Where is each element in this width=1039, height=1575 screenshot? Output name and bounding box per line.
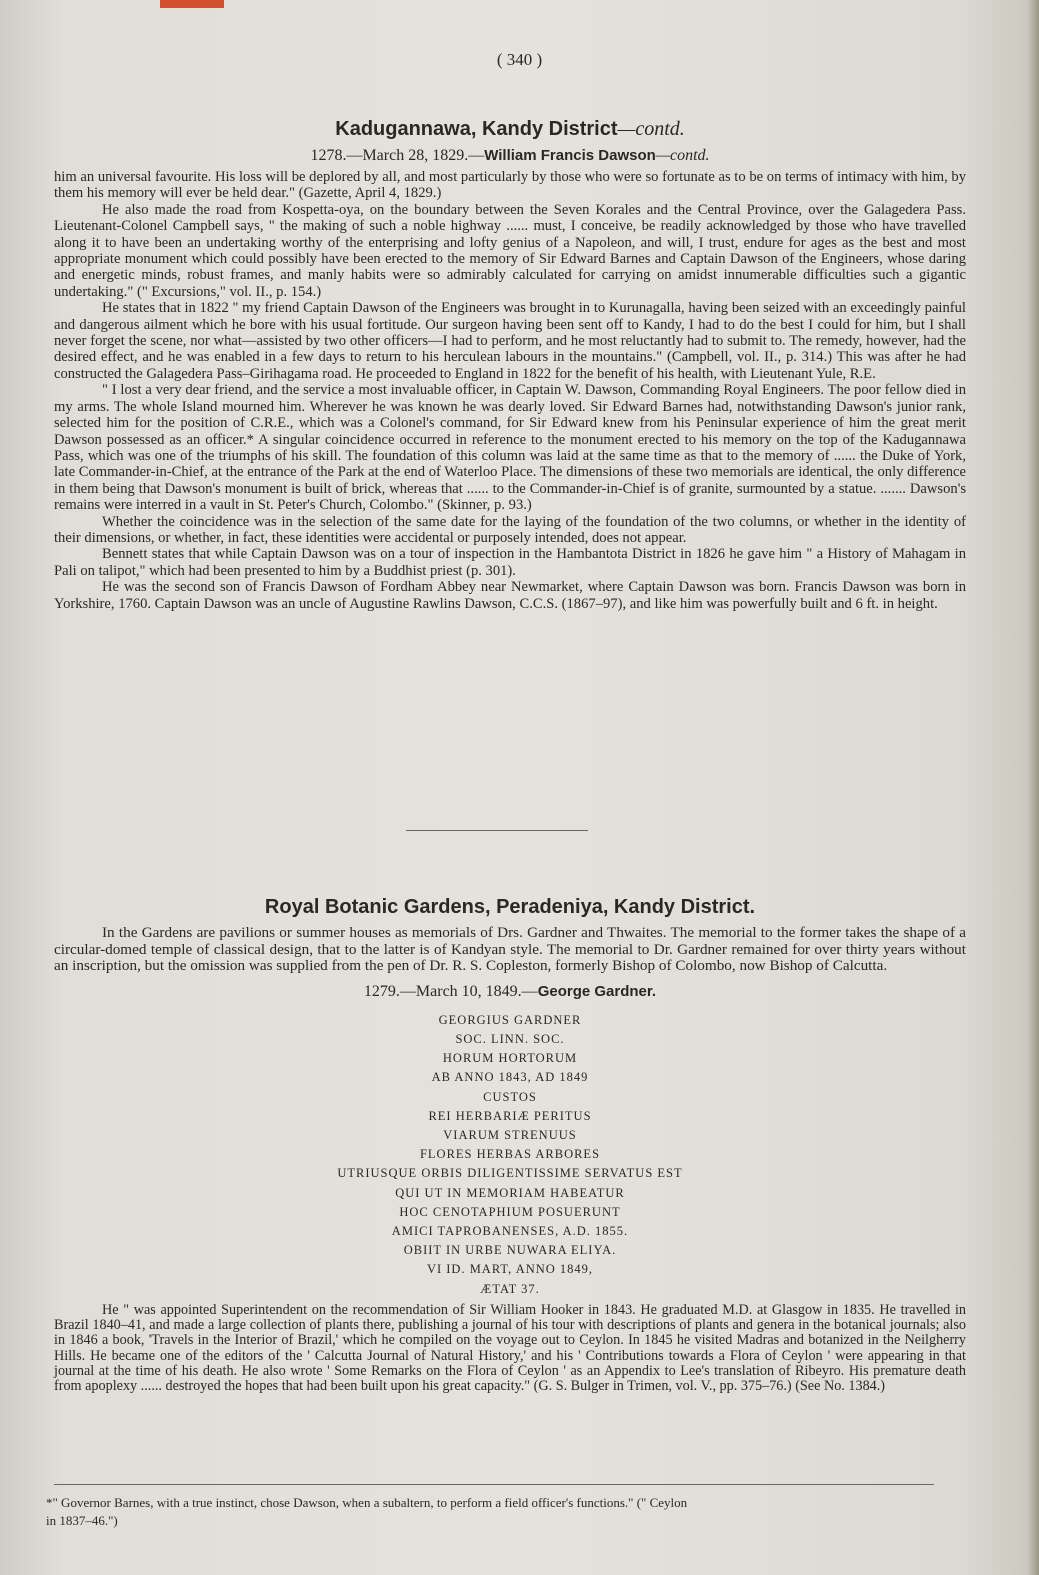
epitaph-line: GEORGIUS GARDNER — [438, 1012, 582, 1027]
biography — [54, 1303, 966, 1395]
epitaph-line: HOC CENOTAPHIUM POSUERUNT — [399, 1204, 621, 1219]
bio-paragraph: He " was appointed Superintendent on the recommendation of Sir William Hooker in 1843. He graduated M.D. at Glasgow in 1835. He travelled in Brazil 1840–41, and made a large collection of plants there, publishing a journal of his tour with descriptions of plants and genera in the botanical journals; also in 1846 a book, 'Travels in the Interior of Brazil,' which he compiled on the voyage out to Ceylon. In 1845 he visited Madras and botanized in the Neilgherry Hills. He became one of the editors of the ' Calcutta Journal of Natural History,' and his ' Contributions towards a Flora of Ceylon ' were appearing in that journal at the time of his death. He also wrote ' Some Remarks on the Flora of Ceylon ' as an Appendix to Lee's translation of Ribeyro. His premature death from apoplexy ...... destroyed the hopes that had been built upon his great capacity." (G. S. Bulger in Trimen, vol. V., pp. 375–76.) (See No. 1384.) — [54, 1301, 966, 1395]
section-body — [54, 169, 966, 612]
entry-name: William Francis Dawson — [484, 147, 656, 164]
epitaph-line: HORUM HORTORUM — [442, 1051, 578, 1066]
heading-contd: —contd. — [617, 118, 685, 140]
epitaph-line: SOC. LINN. SOC. — [455, 1031, 565, 1046]
entry-name: George Gardner. — [537, 982, 657, 1000]
footnote-line: in 1837–46.") — [46, 1513, 118, 1528]
epitaph-line: REI HERBARIÆ PERITUS — [428, 1108, 592, 1123]
epitaph-line: AB ANNO 1843, AD 1849 — [431, 1070, 589, 1085]
footnote-line: *" Governor Barnes, with a true instinct, chose Dawson, when a subaltern, to perform a field officer's functions." (" Ceylon — [46, 1495, 688, 1510]
footnote-divider — [54, 1484, 934, 1485]
footnote — [46, 1494, 946, 1530]
entry-line — [54, 983, 966, 1001]
section-body — [54, 925, 966, 975]
page-number: ( 340 ) — [496, 50, 543, 69]
entry-contd: —contd. — [655, 147, 710, 164]
epitaph-line: CUSTOS — [483, 1089, 537, 1104]
paragraph: " I lost a very dear friend, and the service a most invaluable officer, in Captain W. Dawson, Commanding Royal Engineers. The poor fellow died in my arms. The whole Island mourned him. Wherever he was known he was dearly loved. Sir Edward Barnes had, notwithstanding Dawson's junior rank, selected him for the position of C.R.E., which was a Colonel's command, for Sir Edward knew from his Peninsular experience of him the great merit Dawson possessed as an officer.* A singular coincidence occurred in reference to the monument erected to his memory on the top of the Kadugannawa Pass, which was one of the triumphs of his skill. The foundation of this column was laid at the same time as that to the memory of ...... the Duke of York, late Commander-in-Chief, at the entrance of the Park at the end of Waterloo Place. The dimensions of these two memorials are identical, the only difference in them being that Dawson's monument is built of brick, whereas that ...... to the Commander-in-Chief is of granite, surmounted by a statue. ....... Dawson's remains were interred in a vault in St. Peter's Church, Colombo." (Skinner, p. 93.) — [54, 382, 966, 514]
paragraph: Whether the coincidence was in the selection of the same date for the laying of the foundation of the two columns, or whether in the identity of their dimensions, or whether, in fact, these identities were accidental or purposely intended, does not appear. — [54, 513, 966, 546]
intro-paragraph: In the Gardens are pavilions or summer houses as memorials of Drs. Gardner and Thwaites. The memorial to the former takes the shape of a circular-domed temple of classical design, that to the latter is of Kandyan style. The memorial to Dr. Gardner remained for over thirty years without an inscription, but the omission was supplied from the pen of Dr. R. S. Copleston, formerly Bishop of Colombo, now Bishop of Calcutta. — [54, 924, 966, 975]
section-heading — [54, 118, 966, 141]
section-heading: Royal Botanic Gardens, Peradeniya, Kandy District. — [264, 896, 756, 918]
epitaph-line: VI ID. MART, ANNO 1849, — [426, 1262, 594, 1277]
section-kadugannawa — [54, 118, 966, 612]
section-botanic-gardens — [54, 896, 966, 1395]
epitaph-line: FLORES HERBAS ARBORES — [419, 1147, 601, 1162]
epitaph-inscription — [54, 1011, 966, 1299]
paragraph: He states that in 1822 " my friend Captain Dawson of the Engineers was brought in to Kurunagalla, having been seized with an exceedingly painful and dangerous ailment which he bore with his usual fortitude. Our surgeon having been sent off to Kandy, I had to do the best I could for him, but I shall never forget the scene, nor what—assisted by two other officers—I had to perform, and he most reluctantly had to submit to. The remedy, however, had the desired effect, and he was enabled in a few days to return to his herculean labours in the mountains." (Campbell, vol. II., p. 314.) This was after he had constructed the Galagedera Pass–Girihagama road. He proceeded to England in 1822 for the benefit of his health, with Lieutenant Yule, R.E. — [54, 300, 966, 382]
entry-prefix: 1279.—March 10, 1849.— — [363, 982, 538, 1000]
epitaph-line: VIARUM STRENUUS — [443, 1128, 577, 1142]
section-divider — [406, 830, 588, 831]
paragraph: him an universal favourite. His loss will be deplored by all, and most particularly by those who were so fortunate as to be on terms of intimacy with him, by them his memory will ever be held dear." (Gazette, April 4, 1829.) — [54, 169, 966, 202]
entry-line — [54, 147, 966, 165]
paragraph: Bennett states that while Captain Dawson was on a tour of inspection in the Hambantota District in 1826 he gave him " a History of Mahagam in Pali on talipot," which had been presented to him by a Buddhist priest (p. 301). — [54, 546, 966, 579]
epitaph-line: QUI UT IN MEMORIAM HABEATUR — [395, 1185, 625, 1200]
paragraph: He also made the road from Kospetta-oya, on the boundary between the Seven Korales and the Central Province, over the Galagedera Pass. Lieutenant-Colonel Campbell says, " the making of such a noble highway ...... must, I conceive, be readily acknowledged by those who have travelled along it to have been an undertaking worthy of the enterprising and lofty genius of a Napoleon, and will, I trust, endure for ages as the best and most appropriate monument which could possibly have been erected to the memory of Sir Edward Barnes and Captain Dawson of the Engineers, whose daring and energetic minds, robust frames, and manly habits were so admirably calculated for carrying on amidst innumerable difficulties such a gigantic undertaking." (" Excursions," vol. II., p. 154.) — [54, 201, 966, 300]
epitaph-line: ÆTAT 37. — [480, 1281, 540, 1296]
paragraph: He was the second son of Francis Dawson of Fordham Abbey near Newmarket, where Captain Dawson was born. Francis Dawson was born in Yorkshire, 1760. Captain Dawson was an uncle of Augustine Rawlins Dawson, C.C.S. (1867–97), and like him was powerfully built and 6 ft. in height. — [54, 579, 966, 612]
entry-prefix: 1278.—March 28, 1829.— — [310, 147, 485, 164]
heading-text: Kadugannawa, Kandy District — [335, 118, 618, 140]
red-tab-marker — [160, 0, 224, 8]
epitaph-line: UTRIUSQUE ORBIS DILIGENTISSIME SERVATUS EST — [337, 1166, 683, 1181]
epitaph-line: AMICI TAPROBANENSES, A.D. 1855. — [391, 1224, 629, 1239]
binding-shadow — [1027, 0, 1039, 1575]
epitaph-line: OBIIT IN URBE NUWARA ELIYA. — [403, 1243, 617, 1258]
